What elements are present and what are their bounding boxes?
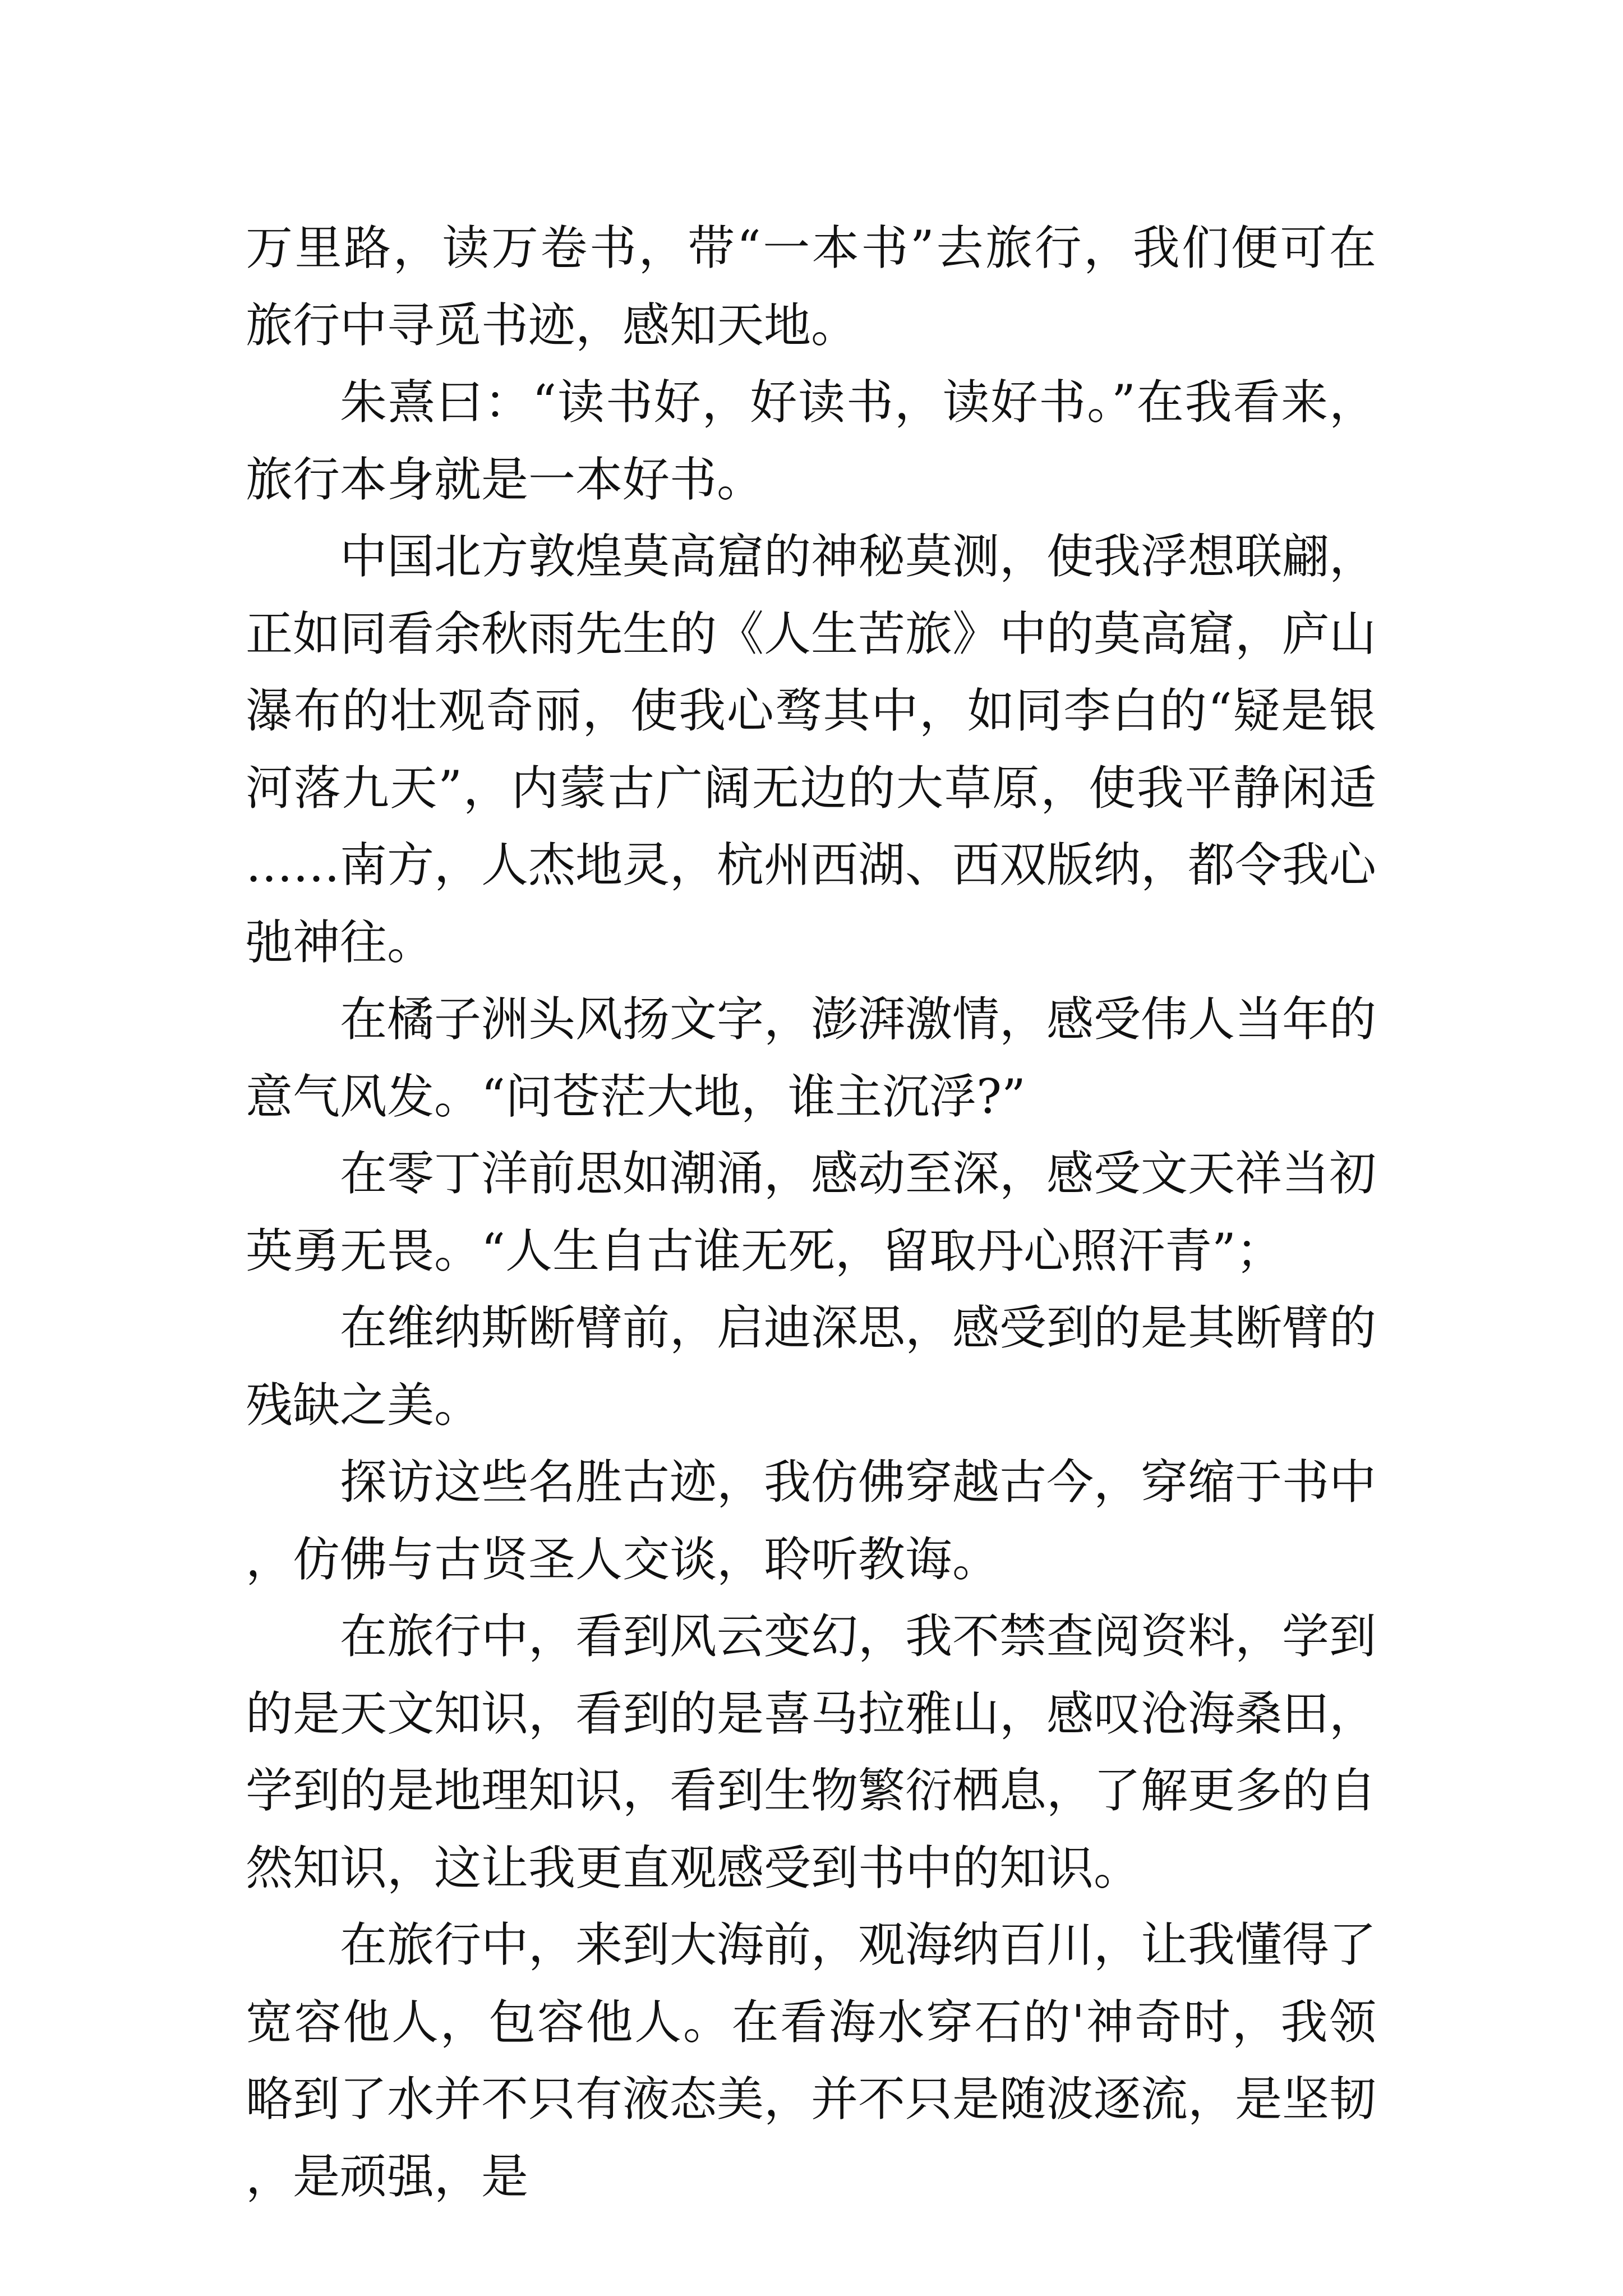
paragraph-9: 在旅行中，来到大海前，观海纳百川，让我懂得了宽容他人，包容他人。在看海水穿石的'神奇时，我领略到了水并不只有液态美，并不只是随波逐流，是坚韧，是顽强，是 [246,1917,1377,2204]
paragraph-3: 中国北方敦煌莫高窟的神秘莫测，使我浮想联翩，正如同看余秋雨先生的《人生苦旅》中的莫高窟，庐山瀑布的壮观奇丽，使我心骛其中，如同李白的“疑是银河落九天”，内蒙古广阔无边的大草原，使我平静闲适……南方，人杰地灵，杭州西湖、西双版纳，都令我心弛神往。 [246,529,1377,970]
paragraph-8: 在旅行中，看到风云变幻，我不禁查阅资料，学到的是天文知识，看到的是喜马拉雅山，感叹沧海桑田，学到的是地理知识，看到生物繁衍栖息，了解更多的自然知识，这让我更直观感受到书中的知识。 [246,1609,1377,1895]
paragraph-2: 朱熹曰：“读书好，好读书，读好书。”在我看来，旅行本身就是一本好书。 [246,375,1376,507]
paragraph-6: 在维纳斯断臂前，启迪深思，感受到的是其断臂的残缺之美。 [246,1300,1377,1433]
paragraph-7: 探访这些名胜古迹，我仿佛穿越古今，穿缩于书中，仿佛与古贤圣人交谈，聆听教诲。 [246,1455,1377,1587]
paragraph-5: 在零丁洋前思如潮涌，感动至深，感受文天祥当初英勇无畏。“人生自古谁无死，留取丹心照汗青”； [246,1146,1377,1278]
document-body [246,210,1376,2215]
paragraph-1: 万里路，读万卷书，带“一本书”去旅行，我们便可在旅行中寻觅书迹，感知天地。 [246,220,1376,353]
paragraph-4: 在橘子洲头风扬文字，澎湃激情，感受伟人当年的意气风发。“问苍茫大地，谁主沉浮?” [246,992,1377,1124]
